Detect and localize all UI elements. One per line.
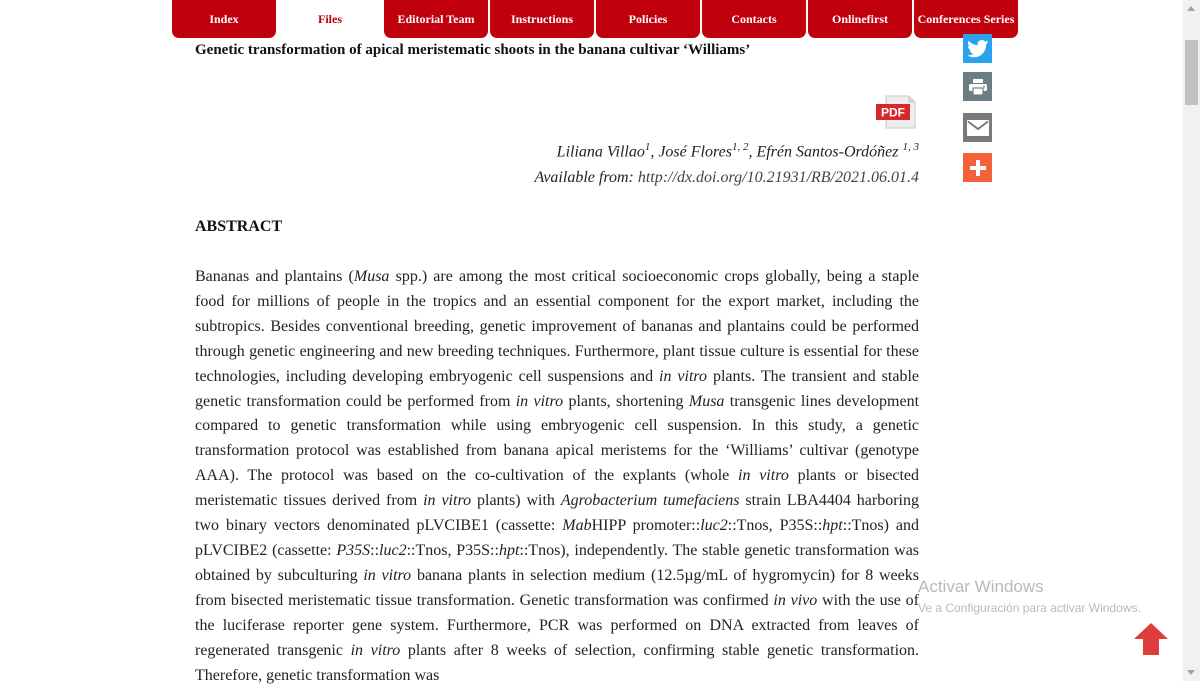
nav-tab-index[interactable]: Index: [172, 0, 276, 38]
share-email-button[interactable]: [963, 113, 992, 142]
abstract-heading: ABSTRACT: [195, 218, 283, 235]
windows-activation-watermark: [918, 577, 1141, 615]
author-affiliation: 1, 2: [731, 141, 749, 153]
abstract-segment: with the use of the luciferase reporter gene system. Furthermore, PCR was performed on DNA extracted from leaves of regenerated transgenic: [195, 591, 920, 659]
abstract-segment: ::Tnos), independently. The stable genetic transformation was obtained by subculturing: [195, 541, 920, 584]
nav-tab-conferences-series[interactable]: Conferences Series: [914, 0, 1018, 38]
pdf-icon[interactable]: [876, 95, 916, 129]
abstract-italic-term: P35S: [336, 541, 371, 559]
abstract-italic-term: in vivo: [773, 591, 818, 609]
abstract-segment: HIPP promoter::: [591, 517, 701, 535]
abstract-text: [195, 265, 919, 688]
abstract-italic-term: Agrobacterium tumefaciens: [560, 492, 740, 510]
abstract-italic-term: Mab: [562, 517, 592, 535]
abstract-italic-term: in vitro: [659, 367, 708, 385]
abstract-segment: plants. The transient and stable genetic transformation could be performed from: [195, 367, 919, 410]
available-label: Available from:: [534, 169, 634, 186]
abstract-italic-term: Musa: [353, 268, 390, 285]
abstract-segment: plants) with: [471, 492, 561, 510]
main-navigation: [172, 0, 1020, 39]
plus-icon: [970, 160, 986, 176]
abstract-segment: plants, shortening: [563, 392, 689, 410]
abstract-italic-term: Musa: [688, 392, 725, 410]
twitter-icon: [967, 40, 989, 58]
nav-tab-instructions[interactable]: Instructions: [490, 0, 594, 38]
abstract-segment: strain LBA4404 harboring two binary vectors denominated pLVCIBE1 (cassette:: [195, 492, 920, 535]
abstract-italic-term: hpt: [498, 541, 520, 559]
author-separator: ,: [650, 143, 659, 161]
author-list: [557, 141, 919, 161]
nav-tab-files[interactable]: Files: [278, 0, 382, 38]
page-scrollbar[interactable]: [1183, 0, 1200, 681]
author-separator: ,: [748, 143, 757, 161]
scroll-down-arrow-icon[interactable]: [1183, 664, 1200, 681]
abstract-segment: banana plants in selection medium (12.5µg/mL of hygromycin) for 8 weeks from bisected meristematic tissue transformation. Genetic transformation was confirmed: [195, 566, 919, 609]
email-icon: [967, 120, 989, 136]
doi-link[interactable]: http://dx.doi.org/10.21931/RB/2021.06.01.4: [637, 169, 919, 186]
abstract-italic-term: luc2: [700, 517, 728, 535]
print-icon: [969, 79, 987, 95]
abstract-segment: plants or bisected meristematic tissues derived from: [195, 467, 920, 510]
share-print-button[interactable]: [963, 72, 992, 101]
abstract-segment: plants after 8 weeks of selection, confirming stable genetic transformation. Therefore, genetic transformation was: [195, 641, 920, 684]
abstract-segment: ::: [370, 541, 380, 559]
doi-line: [534, 169, 919, 187]
author-name: Efrén Santos-Ordóñez: [756, 143, 903, 161]
pdf-label: PDF: [881, 105, 905, 120]
author-name: José Flores: [658, 143, 732, 161]
abstract-italic-term: in vitro: [363, 566, 412, 584]
abstract-segment: Bananas and plantains (: [195, 268, 354, 285]
abstract-segment: ::Tnos) and pLVCIBE2 (cassette:: [195, 517, 920, 559]
author-affiliation: 1, 3: [902, 141, 919, 153]
abstract-italic-term: in vitro: [350, 641, 401, 659]
author-name: Liliana Villao: [556, 143, 645, 161]
share-more-button[interactable]: [963, 153, 992, 182]
abstract-segment: transgenic lines development compared to genetic transformation while using embryogenic cell suspension. In this study, a genetic transformation protocol was established from banana apical meristems for the ‘Williams’ cultivar (genotype AAA). The protocol was based on the co-cultivation of the explants (whole: [195, 392, 920, 485]
nav-tab-onlinefirst[interactable]: Onlinefirst: [808, 0, 912, 38]
arrow-up-icon: [1134, 623, 1168, 655]
watermark-title: Activar Windows: [918, 577, 1044, 596]
abstract-segment: ::Tnos, P35S::: [406, 541, 499, 559]
abstract-italic-term: in vitro: [738, 467, 789, 485]
nav-tab-contacts[interactable]: Contacts: [702, 0, 806, 38]
scroll-up-arrow-icon[interactable]: [1183, 0, 1200, 17]
abstract-italic-term: luc2: [379, 541, 407, 559]
abstract-italic-term: in vitro: [423, 492, 472, 510]
nav-tab-policies[interactable]: Policies: [596, 0, 700, 38]
watermark-subtitle: Ve a Configuración para activar Windows.: [918, 601, 1141, 615]
author-affiliation: 1: [644, 141, 651, 153]
nav-tab-editorial-team[interactable]: Editorial Team: [384, 0, 488, 38]
share-twitter-button[interactable]: [963, 34, 992, 63]
back-to-top-button[interactable]: [1133, 622, 1169, 656]
abstract-segment: spp.) are among the most critical socioeconomic crops globally, being a staple food for millions of people in the tropics and an essential component for the export market, including the subtropics. Besides conventional breeding, genetic improvement of bananas and plantains could be performed through genetic engineering and new breeding techniques. Furthermore, plant tissue culture is essential for these technologies, including developing embryogenic cell suspensions and: [195, 268, 920, 385]
scroll-thumb[interactable]: [1185, 40, 1198, 105]
abstract-italic-term: in vitro: [515, 392, 564, 410]
article-title: Genetic transformation of apical meristematic shoots in the banana cultivar ‘Williams’: [195, 42, 751, 58]
abstract-italic-term: hpt: [822, 517, 843, 535]
abstract-segment: ::Tnos, P35S::: [727, 517, 823, 535]
